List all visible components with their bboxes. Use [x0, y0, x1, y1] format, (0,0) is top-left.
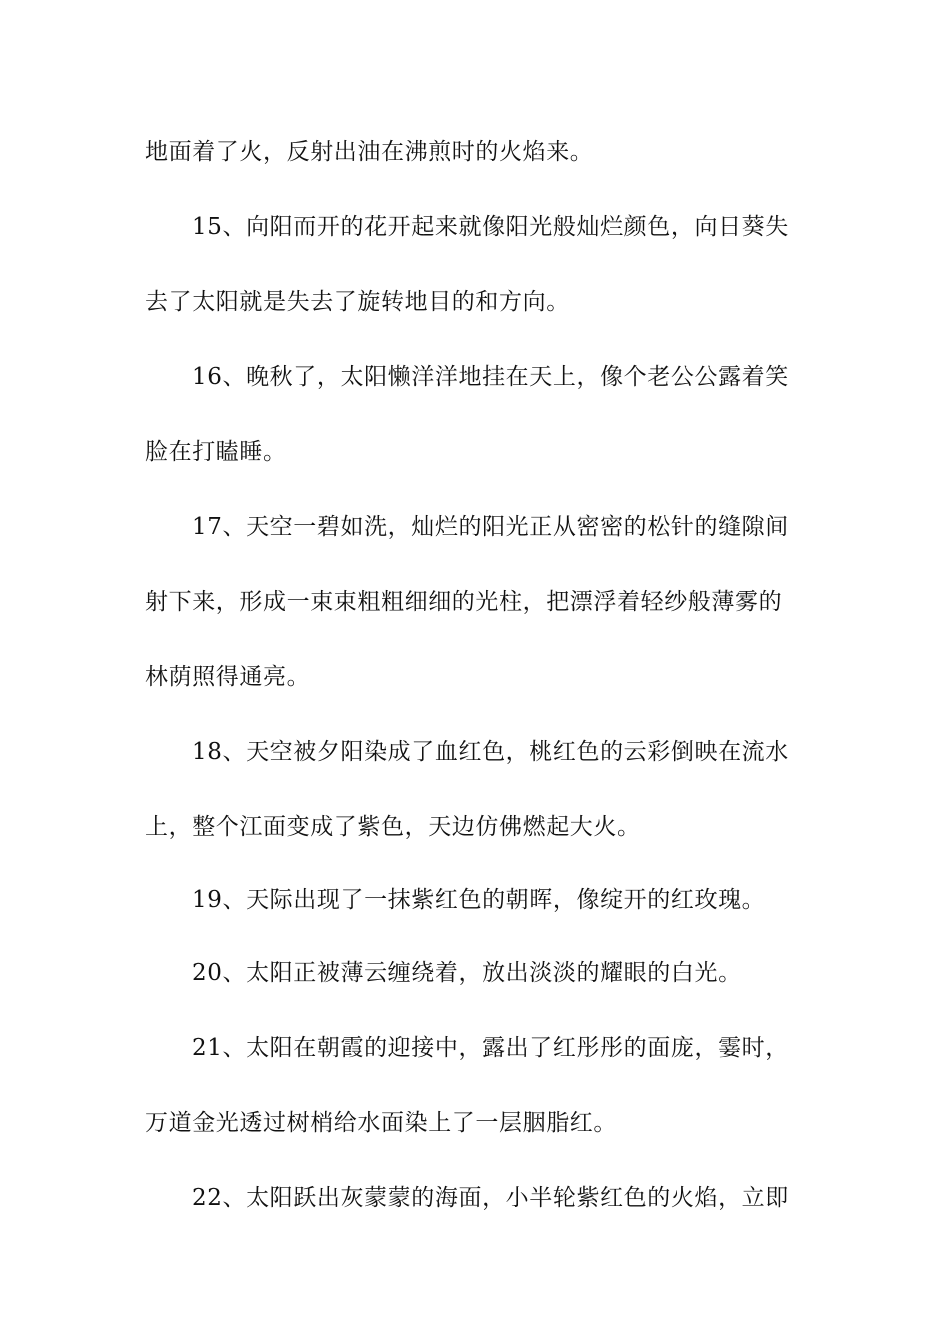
- text-line-item-22: 22、太阳跃出灰蒙蒙的海面，小半轮紫红色的火焰，立即: [192, 1185, 789, 1211]
- text-line-item-18: 18、天空被夕阳染成了血红色，桃红色的云彩倒映在流水: [192, 739, 789, 765]
- text-line: 林荫照得通亮。: [145, 664, 311, 690]
- text-line-item-15: 15、向阳而开的花开起来就像阳光般灿烂颜色，向日葵失: [192, 214, 789, 240]
- text-line: 射下来，形成一束束粗粗细细的光柱，把漂浮着轻纱般薄雾的: [145, 589, 783, 615]
- text-line: 上，整个江面变成了紫色，天边仿佛燃起大火。: [145, 814, 641, 840]
- text-line: 地面着了火，反射出油在沸煎时的火焰来。: [145, 139, 594, 165]
- text-line: 脸在打瞌睡。: [145, 439, 287, 465]
- text-line-item-20: 20、太阳正被薄云缠绕着，放出淡淡的耀眼的白光。: [192, 960, 742, 986]
- text-line: 去了太阳就是失去了旋转地目的和方向。: [145, 289, 570, 315]
- text-line-item-16: 16、晚秋了，太阳懒洋洋地挂在天上，像个老公公露着笑: [192, 364, 789, 390]
- text-line-item-17: 17、天空一碧如洗，灿烂的阳光正从密密的松针的缝隙间: [192, 514, 789, 540]
- text-line-item-21: 21、太阳在朝霞的迎接中，露出了红彤彤的面庞，霎时，: [192, 1035, 789, 1061]
- text-line-item-19: 19、天际出现了一抹紫红色的朝晖，像绽开的红玫瑰。: [192, 887, 766, 913]
- text-line: 万道金光透过树梢给水面染上了一层胭脂红。: [145, 1110, 617, 1136]
